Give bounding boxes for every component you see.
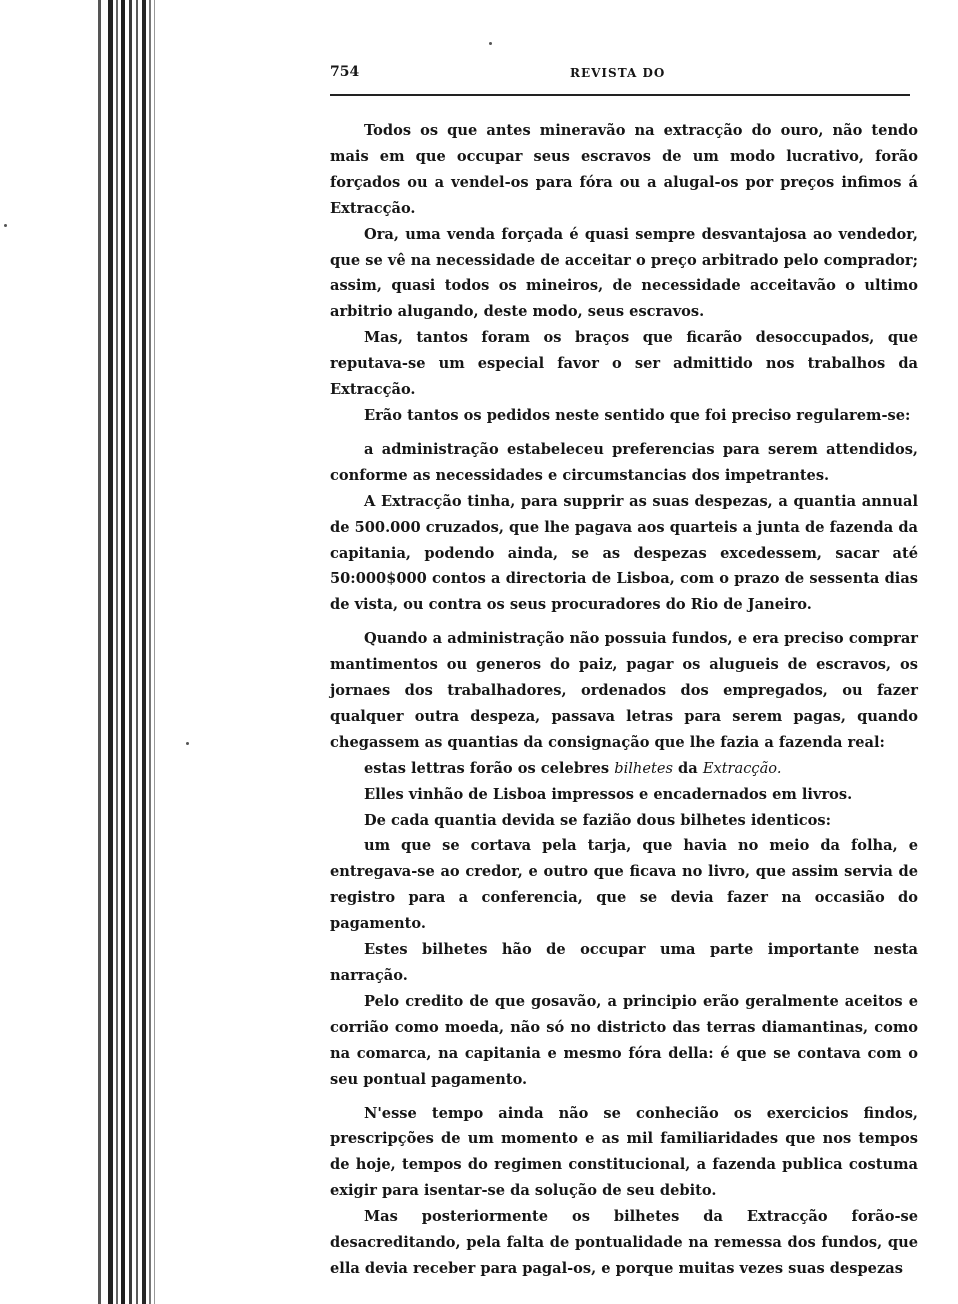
paragraph: Todos os que antes mineravão na extracção do ouro, não tendo mais em que occupar seus escravos de um modo lucrativo, forão forçados ou a vendel-os para fóra ou a alugal-os por preços infimos á Extracção. (330, 122, 918, 217)
paragraph: Erão tantos os pedidos neste sentido que foi preciso regularem-se: (364, 406, 911, 424)
paragraph: Quando a administração não possuia fundos, e era preciso comprar mantimentos ou generos do paiz, pagar os alugueis de escravos, os jornaes dos trabalhadores, ordenados dos empregados, ou fazer qualquer outra despeza, passava letras para serem pagas, quando chegassem as quantias da consignação que lhe fazia a fazenda real: (330, 630, 918, 751)
book-binding-gutter (0, 0, 160, 1304)
page-number: 754 (330, 64, 360, 80)
header-rule (330, 94, 910, 96)
paragraph: A Extracção tinha, para supprir as suas despezas, a quantia annual de 500.000 cruzados, que lhe pagava aos quarteis a junta de fazenda da capitania, podendo ainda, se as despezas excedessem, sacar até 50:000$000 contos a directoria de Lisboa, com o prazo de sessenta dias de vista, ou contra os seus procuradores do Rio de Janeiro. (330, 492, 918, 614)
paragraph: um que se cortava pela tarja, que havia no meio da folha, e entregava-se ao credor, e outro que ficava no livro, que assim servia de registro para a conferencia, que se devia fazer na occasião do pagamento. (330, 837, 918, 933)
paragraph-text: da (678, 759, 698, 777)
paragraph: Pelo credito de que gosavão, a principio erão geralmente aceitos e corrião como moeda, não só no districto das terras diamantinas, como na comarca, na capitania e mesmo fóra della: é que se contava com o seu pontual pagamento. (330, 992, 918, 1088)
body-text (330, 118, 918, 1282)
page-header (330, 62, 918, 88)
paper-speck (4, 224, 7, 227)
paragraph: Elles vinhão de Lisboa impressos e encadernados em livros. (364, 785, 853, 803)
paragraph: a administração estabeleceu preferencias para serem attendidos, conforme as necessidades e circumstancias dos impetrantes. (330, 440, 918, 484)
italic-term: Extracção. (702, 759, 782, 777)
paragraph-with-italics (330, 756, 918, 782)
paragraph: De cada quantia devida se fazião dous bilhetes identicos: (364, 811, 831, 829)
paragraph: Estes bilhetes hão de occupar uma parte importante nesta narração. (330, 941, 918, 984)
paragraph-text: estas lettras forão os celebres (364, 759, 610, 777)
paragraph: Ora, uma venda forçada é quasi sempre desvantajosa ao vendedor, que se vê na necessidade de acceitar o preço arbitrado pelo comprador; assim, quasi todos os mineiros, de necessidade acceitavão o ultimo arbitrio alugando, deste modo, seus escravos. (330, 225, 918, 321)
paragraph: Mas posteriormente os bilhetes da Extracção forão-se desacreditando, pela falta de pontualidade na remessa dos fundos, que ella devia receber para pagal-os, e porque muitas vezes suas despezas (330, 1208, 918, 1277)
italic-term: bilhetes (614, 759, 673, 777)
paper-speck (489, 42, 492, 45)
paper-speck (186, 742, 189, 745)
book-page (330, 62, 918, 1282)
running-title: REVISTA DO (570, 66, 666, 80)
paragraph: Mas, tantos foram os braços que ficarão desoccupados, que reputava-se um especial favor o ser admittido nos trabalhos da Extracção. (330, 329, 918, 399)
paragraph: N'esse tempo ainda não se conhecião os exercicios findos, prescripções de um momento e as mil familiaridades que nos tempos de hoje, tempos do regimen constitucional, a fazenda publica costuma exigir para isentar-se da solução de seu debito. (330, 1104, 918, 1200)
